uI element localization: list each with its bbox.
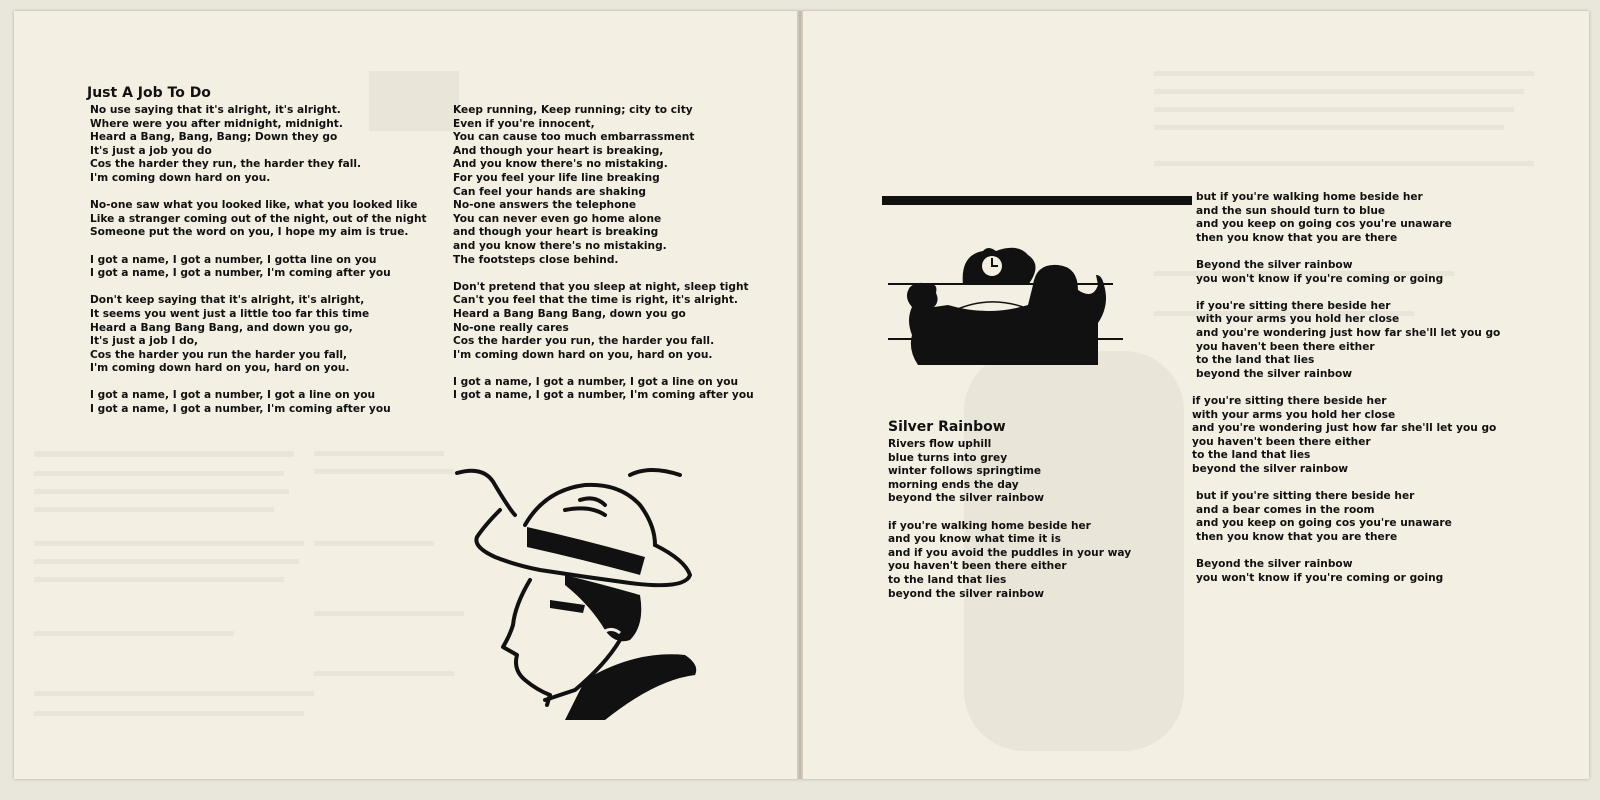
lyrics-column-left-2 [453, 104, 754, 417]
detective-fedora-illustration [455, 465, 715, 725]
black-rule-bar [882, 196, 1192, 205]
lyric-line: No use saying that it's alright, it's alright. [90, 104, 341, 116]
lyric-line: beyond the silver rainbow [1196, 367, 1353, 380]
lyric-line: and you're wondering just how far she'll let you go [1196, 326, 1501, 339]
stanza [1196, 558, 1500, 585]
lyric-line: then you know that you are there [1196, 530, 1398, 543]
lyric-line: you haven't been there either [888, 560, 1067, 573]
lyric-line: beyond the silver rainbow [888, 492, 1045, 505]
lyric-line: to the land that lies [888, 573, 1007, 586]
lyric-line: The footsteps close behind. [453, 253, 619, 266]
stanza [1196, 300, 1500, 382]
lyric-line: Beyond the silver rainbow [1196, 258, 1353, 271]
stanza [453, 104, 754, 267]
lyric-line: I'm coming down hard on you. [90, 171, 271, 184]
lyric-line: and if you avoid the puddles in your way [888, 546, 1132, 559]
lyric-line: I'm coming down hard on you, hard on you. [90, 362, 350, 375]
lyric-line: You can cause too much embarrassment [453, 131, 695, 144]
lyric-line: and you know what time it is [888, 533, 1061, 546]
lyric-line: you won't know if you're coming or going [1196, 272, 1444, 285]
lyric-line: I got a name, I got a number, I got a line on you [90, 389, 376, 402]
lyric-line: Cos the harder you run the harder you fall, [90, 348, 348, 361]
lyric-line: Keep running, Keep running; city to city [453, 104, 693, 116]
lyric-line: if you're sitting there beside her [1192, 394, 1387, 407]
lyric-line: Cos the harder you run, the harder you fall. [453, 335, 715, 348]
lyric-line: Even if you're innocent, [453, 117, 595, 130]
lyric-line: Beyond the silver rainbow [1196, 558, 1353, 571]
stanza [453, 281, 754, 363]
lyric-line: No-one really cares [453, 321, 569, 334]
lyrics-column-left-1 [90, 104, 427, 430]
lyric-line: It seems you went just a little too far this time [90, 307, 370, 320]
lyric-line: Heard a Bang Bang Bang, and down you go, [90, 321, 353, 334]
song-title-silver-rainbow: Silver Rainbow [888, 419, 1006, 435]
lyric-line: I got a name, I got a number, I'm coming after you [453, 389, 754, 402]
lyric-line: For you feel your life line breaking [453, 171, 660, 184]
song-title-just-a-job-to-do: Just A Job To Do [87, 85, 211, 101]
stanza [90, 254, 427, 281]
lyric-line: Someone put the word on you, I hope my aim is true. [90, 226, 409, 239]
lyric-line: and you're wondering just how far she'll let you go [1192, 422, 1497, 435]
lyric-line: beyond the silver rainbow [1192, 462, 1349, 475]
lyric-line: with your arms you hold her close [1196, 313, 1400, 326]
stanza [1196, 490, 1500, 544]
lyric-line: beyond the silver rainbow [888, 587, 1045, 600]
lyric-line: And though your heart is breaking, [453, 144, 664, 157]
lyric-line: It's just a job I do, [90, 335, 199, 348]
lyric-line: Like a stranger coming out of the night, out of the night [90, 212, 427, 225]
lyric-line: I got a name, I got a number, I'm coming after you [90, 267, 391, 280]
lyric-line: And you know there's no mistaking. [453, 158, 668, 171]
lyric-line: I'm coming down hard on you, hard on you. [453, 348, 713, 361]
stanza [90, 199, 427, 240]
lyric-line: with your arms you hold her close [1192, 408, 1396, 421]
stanza [90, 104, 427, 186]
lyric-line: Heard a Bang Bang Bang, down you go [453, 307, 686, 320]
lyric-line: morning ends the day [888, 478, 1019, 491]
stanza [1192, 395, 1500, 477]
lyric-line: Don't pretend that you sleep at night, sleep tight [453, 280, 749, 293]
lyric-line: No-one saw what you looked like, what you looked like [90, 199, 418, 212]
lyric-line: winter follows springtime [888, 465, 1042, 478]
lyric-line: I got a name, I got a number, I gotta line on you [90, 253, 377, 266]
lyric-line: to the land that lies [1192, 449, 1311, 462]
stanza [1196, 259, 1500, 286]
lyric-line: then you know that you are there [1196, 231, 1398, 244]
lyrics-column-right-2 [1192, 191, 1501, 599]
lyric-line: and though your heart is breaking [453, 226, 659, 239]
lyric-line: Heard a Bang, Bang, Bang; Down they go [90, 131, 338, 144]
stanza [453, 376, 754, 403]
lyric-line: and you keep on going cos you're unaware [1196, 517, 1452, 530]
stanza [888, 438, 1131, 506]
lyric-line: Can feel your hands are shaking [453, 185, 646, 198]
silhouette-clock-illustration [888, 245, 1128, 370]
stanza [888, 520, 1131, 602]
lyric-line: No-one answers the telephone [453, 199, 637, 212]
lyric-line: Can't you feel that the time is right, it's alright. [453, 294, 738, 307]
lyric-line: and a bear comes in the room [1196, 503, 1375, 516]
lyric-line: I got a name, I got a number, I got a line on you [453, 375, 739, 388]
lyric-line: if you're sitting there beside her [1196, 299, 1391, 312]
lyric-line: you haven't been there either [1196, 340, 1375, 353]
lyric-line: I got a name, I got a number, I'm coming after you [90, 403, 391, 416]
lyric-line: but if you're sitting there beside her [1196, 490, 1415, 503]
lyric-line: Where were you after midnight, midnight. [90, 117, 343, 130]
lyrics-column-right-1 [888, 438, 1131, 615]
lyric-line: if you're walking home beside her [888, 519, 1091, 532]
lyric-line: and you know there's no mistaking. [453, 239, 667, 252]
lyric-line: but if you're walking home beside her [1196, 191, 1423, 203]
stanza [1196, 191, 1500, 245]
lyric-line: You can never even go home alone [453, 212, 662, 225]
lyric-line: blue turns into grey [888, 451, 1008, 464]
lyric-line: Don't keep saying that it's alright, it's alright, [90, 294, 365, 307]
lyric-line: and you keep on going cos you're unaware [1196, 218, 1452, 231]
stanza [90, 389, 427, 416]
lyric-line: Rivers flow uphill [888, 438, 992, 450]
lyric-line: Cos the harder they run, the harder they fall. [90, 158, 362, 171]
lyric-line: and the sun should turn to blue [1196, 204, 1386, 217]
lyric-line: to the land that lies [1196, 354, 1315, 367]
lyric-line: you haven't been there either [1192, 435, 1371, 448]
lyric-line: you won't know if you're coming or going [1196, 571, 1444, 584]
lyric-line: It's just a job you do [90, 144, 212, 157]
stanza [90, 294, 427, 376]
